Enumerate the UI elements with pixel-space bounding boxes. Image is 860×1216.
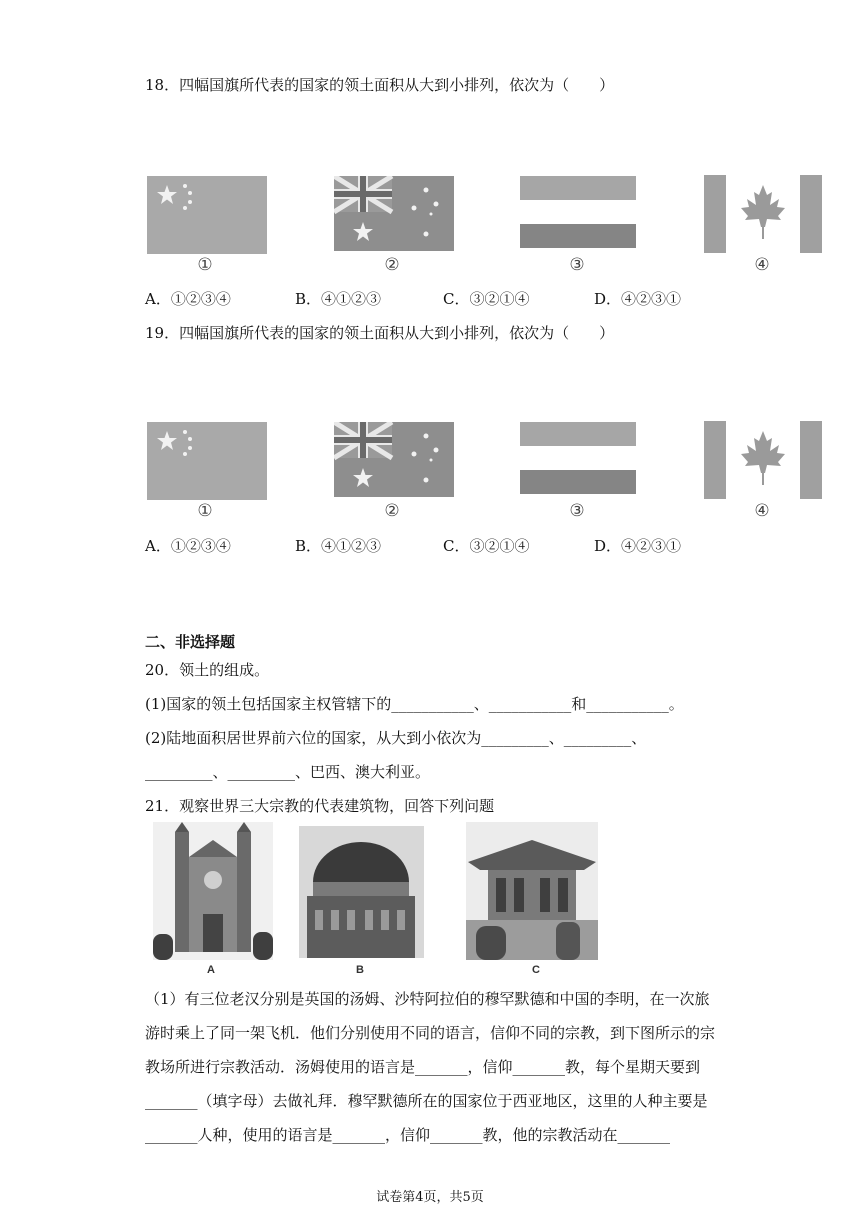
flag-netherlands-icon bbox=[520, 422, 636, 494]
temple-photo bbox=[466, 822, 598, 960]
q19-option-b[interactable]: B．④①②③ bbox=[295, 537, 382, 555]
q18-option-c[interactable]: C．③②①④ bbox=[443, 290, 530, 308]
page-footer: 试卷第4页，共5页 bbox=[376, 1190, 484, 1205]
q20-part2: (2)陆地面积居世界前六位的国家，从大到小依次为_________、_________、 bbox=[145, 729, 647, 747]
q19-option-d[interactable]: D．④②③① bbox=[594, 537, 682, 555]
photo-caption: C bbox=[532, 964, 540, 976]
flag-label: ① bbox=[197, 501, 213, 521]
q20-part1: (1)国家的领土包括国家主权管辖下的___________、___________和___________。 bbox=[145, 695, 684, 713]
flag-label: ③ bbox=[569, 501, 585, 521]
flag-canada-icon bbox=[704, 421, 822, 499]
q20-part2-cont: _________、_________、巴西、澳大利亚。 bbox=[145, 763, 431, 781]
photo-caption: A bbox=[207, 964, 215, 976]
q21-text-line-5: _______人种，使用的语言是_______，信仰_______教，他的宗教活动在_______ bbox=[145, 1126, 671, 1144]
mosque-photo bbox=[299, 826, 424, 958]
flag-netherlands-icon bbox=[520, 176, 636, 248]
flag-label: ② bbox=[384, 255, 400, 275]
q21-text-line-2: 游时乘上了同一架飞机．他们分别使用不同的语言，信仰不同的宗教，到下图所示的宗 bbox=[145, 1024, 716, 1042]
cathedral-photo bbox=[153, 822, 273, 960]
flag-label: ④ bbox=[754, 501, 770, 521]
flag-china-icon bbox=[147, 176, 267, 254]
flag-label: ① bbox=[197, 255, 213, 275]
flag-australia-icon bbox=[334, 422, 454, 497]
q18-option-d[interactable]: D．④②③① bbox=[594, 290, 682, 308]
flag-china-icon bbox=[147, 422, 267, 500]
q21-text-line-4: _______（填字母）去做礼拜．穆罕默德所在的国家位于西亚地区，这里的人种主要是 bbox=[145, 1092, 708, 1110]
photo-caption: B bbox=[356, 964, 364, 976]
flag-australia-icon bbox=[334, 176, 454, 251]
q20-stem: 20．领土的组成。 bbox=[145, 661, 270, 679]
q19-stem: 19．四幅国旗所代表的国家的领土面积从大到小排列，依次为（ ） bbox=[145, 324, 615, 342]
q21-text-line-3: 教场所进行宗教活动．汤姆使用的语言是_______，信仰_______教，每个星期天要到 bbox=[145, 1058, 701, 1076]
section-title: 二、非选择题 bbox=[145, 633, 236, 651]
q18-stem: 18．四幅国旗所代表的国家的领土面积从大到小排列，依次为（ ） bbox=[145, 76, 615, 94]
flag-label: ④ bbox=[754, 255, 770, 275]
flag-label: ③ bbox=[569, 255, 585, 275]
q18-option-b[interactable]: B．④①②③ bbox=[295, 290, 382, 308]
q19-option-c[interactable]: C．③②①④ bbox=[443, 537, 530, 555]
q19-option-a[interactable]: A．①②③④ bbox=[145, 537, 231, 555]
q21-stem: 21．观察世界三大宗教的代表建筑物，回答下列问题 bbox=[145, 797, 495, 815]
flag-canada-icon bbox=[704, 175, 822, 253]
q18-option-a[interactable]: A．①②③④ bbox=[145, 290, 231, 308]
flag-label: ② bbox=[384, 501, 400, 521]
q21-text-line-1: （1）有三位老汉分别是英国的汤姆、沙特阿拉伯的穆罕默德和中国的李明，在一次旅 bbox=[145, 990, 710, 1008]
